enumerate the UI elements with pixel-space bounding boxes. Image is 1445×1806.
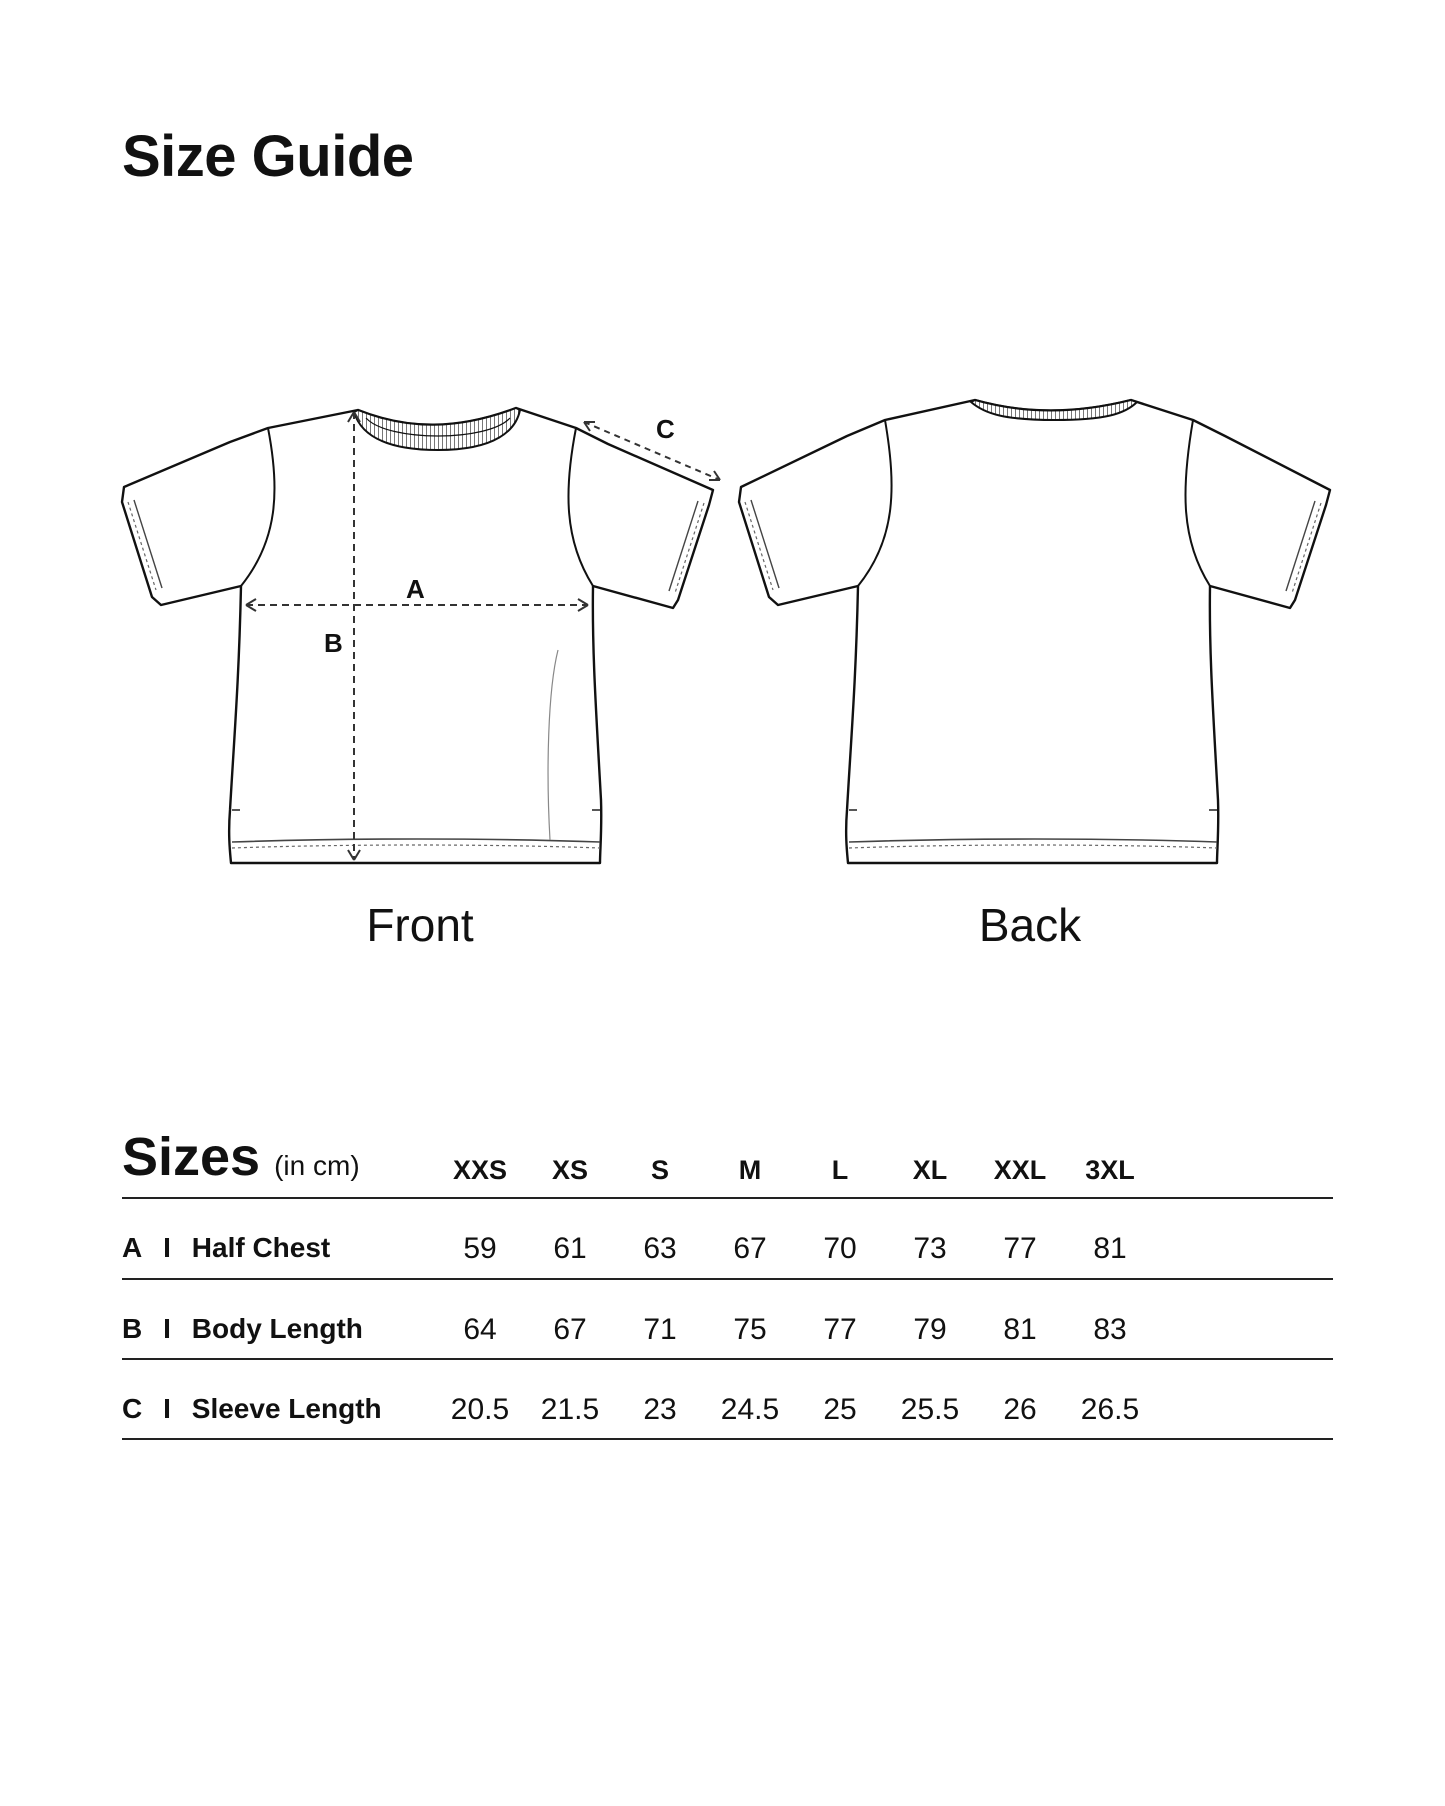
dimension-a-label: A <box>406 574 425 604</box>
table-divider <box>122 1197 1333 1199</box>
row-key: C <box>122 1393 143 1424</box>
row-label-text: Sleeve Length <box>191 1393 382 1424</box>
row-separator: I <box>163 1232 171 1263</box>
size-column-header: XL <box>912 1155 948 1185</box>
table-cell: 26 <box>1003 1393 1037 1426</box>
table-cell: 64 <box>463 1313 497 1346</box>
table-cell: 75 <box>733 1313 767 1346</box>
sizes-unit: (in cm) <box>274 1150 360 1181</box>
table-cell: 61 <box>553 1232 587 1265</box>
table-cell: 71 <box>643 1313 677 1346</box>
table-divider <box>122 1438 1333 1440</box>
size-column-header: M <box>738 1155 762 1185</box>
table-cell: 77 <box>1003 1232 1037 1265</box>
row-label-text: Half Chest <box>191 1232 331 1263</box>
row-label-text: Body Length <box>191 1313 363 1344</box>
sizes-heading: Sizes <box>122 1127 261 1187</box>
table-cell: 79 <box>913 1313 947 1346</box>
table-cell: 83 <box>1093 1313 1127 1346</box>
table-cell: 26.5 <box>1080 1393 1140 1426</box>
table-cell: 59 <box>463 1232 497 1265</box>
table-cell: 21.5 <box>540 1393 600 1426</box>
row-separator: I <box>163 1393 171 1424</box>
row-label-half-chest <box>122 1232 330 1264</box>
table-cell: 73 <box>913 1232 947 1265</box>
dimension-c-label: C <box>656 414 675 444</box>
size-column-header: XS <box>551 1155 589 1185</box>
table-cell: 24.5 <box>720 1393 780 1426</box>
size-column-header: XXL <box>993 1155 1047 1185</box>
table-cell: 70 <box>823 1232 857 1265</box>
sizes-table-heading <box>122 1127 360 1187</box>
table-divider <box>122 1278 1333 1280</box>
row-key: A <box>122 1232 143 1263</box>
table-cell: 23 <box>643 1393 677 1426</box>
table-cell: 63 <box>643 1232 677 1265</box>
back-tshirt-illustration <box>735 390 1355 880</box>
row-separator: I <box>163 1313 171 1344</box>
page-title: Size Guide <box>122 124 414 189</box>
front-view-caption: Front <box>366 899 474 951</box>
table-cell: 25 <box>823 1393 857 1426</box>
table-cell: 67 <box>553 1313 587 1346</box>
row-label-body-length <box>122 1313 363 1345</box>
table-cell: 81 <box>1093 1232 1127 1265</box>
row-key: B <box>122 1313 143 1344</box>
dimension-b-label: B <box>324 628 343 658</box>
table-cell: 77 <box>823 1313 857 1346</box>
table-cell: 25.5 <box>900 1393 960 1426</box>
front-tshirt-illustration <box>118 390 738 880</box>
size-column-header: L <box>831 1155 849 1185</box>
table-cell: 67 <box>733 1232 767 1265</box>
table-cell: 20.5 <box>450 1393 510 1426</box>
size-column-header: S <box>650 1155 669 1185</box>
back-view-caption: Back <box>978 899 1082 951</box>
size-column-header: XXS <box>452 1155 508 1185</box>
size-column-header: 3XL <box>1085 1155 1135 1185</box>
table-divider <box>122 1358 1333 1360</box>
row-label-sleeve-length <box>122 1393 382 1425</box>
table-cell: 81 <box>1003 1313 1037 1346</box>
